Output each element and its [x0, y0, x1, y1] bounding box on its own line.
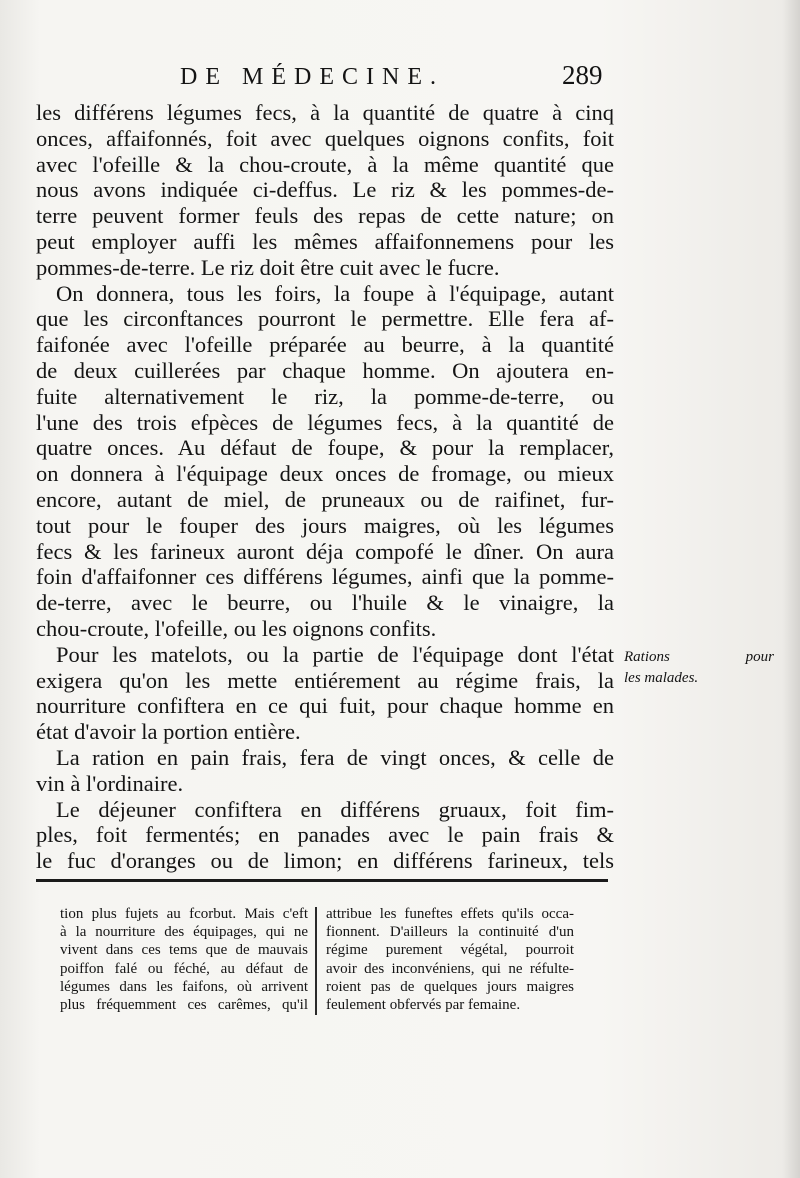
footnote-left-column [60, 905, 308, 1014]
text-line: onces, affaifonnés, foit avec quelques oignons confits, foit [36, 125, 614, 151]
text-line: Le déjeuner confiftera en différens gruaux, foit fim- [56, 796, 614, 822]
text-line: faifonée avec l'ofeille préparée au beurre, à la quantité [36, 332, 614, 358]
footnote-line: feulement obfervés par femaine. [326, 997, 521, 1014]
text-line: état d'avoir la portion entière. [36, 719, 301, 745]
page-number: 289 [562, 60, 603, 90]
text-line: de-terre, avec le beurre, ou l'huile & le vinaigre, la [36, 590, 614, 616]
text-line: terre peuvent former feuls des repas de cette nature; on [36, 203, 614, 229]
text-line: fuite alternativement le riz, la pomme-de-terre, ou [36, 383, 614, 409]
text-line: peut employer auffi les mêmes affaifonnemens pour les [36, 228, 614, 254]
footnote-rule [36, 879, 608, 882]
footnote-line: avoir des inconvéniens, qui ne réfulte- [326, 960, 574, 977]
running-title: DE MÉDECINE. [180, 64, 444, 90]
text-line: de deux cuillerées par chaque homme. On ajoutera en- [36, 357, 614, 383]
footnote-line: poiffon falé ou féché, au défaut de [60, 960, 308, 977]
text-line: nourriture confiftera en ce qui fuit, pour chaque homme en [36, 693, 614, 719]
text-line: foin d'affaifonner ces différens légumes, ainfi que la pomme- [36, 564, 614, 590]
main-text-block [36, 100, 614, 874]
footnote-line: à la nourriture des équipages, qui ne [60, 924, 308, 941]
text-line: ples, foit fermentés; en panades avec le pain frais & [36, 822, 614, 848]
text-line: La ration en pain frais, fera de vingt onces, & celle de [56, 744, 614, 770]
text-line: pommes-de-terre. Le riz doit être cuit avec le fucre. [36, 254, 500, 280]
footnote-line: tion plus fujets au fcorbut. Mais c'eft [60, 906, 308, 922]
margin-note-line: Rations pour [624, 649, 774, 665]
margin-note [624, 647, 774, 689]
footnote-column-divider [315, 907, 317, 1015]
footnote-line: vivent dans ces tems que de mauvais [60, 942, 308, 959]
text-line: on donnera à l'équipage deux onces de fromage, ou mieux [36, 461, 614, 487]
footnote-line: légumes dans les faifons, où arrivent [60, 978, 308, 995]
footnote-line: plus fréquemment ces carêmes, qu'il [60, 997, 308, 1014]
text-line: nous avons indiquée ci-deffus. Le riz & les pommes-de- [36, 177, 614, 203]
footnote-line: roient pas de quelques jours maigres [326, 978, 574, 995]
text-line: exigera qu'on les mette entiérement au régime frais, la [36, 667, 614, 693]
page-edge-shadow [782, 0, 800, 1178]
text-line: On donnera, tous les foirs, la foupe à l'équipage, autant [56, 280, 614, 306]
text-line: que les circonftances pourront le permettre. Elle fera af- [36, 306, 614, 332]
text-line: quatre onces. Au défaut de foupe, & pour la remplacer, [36, 435, 614, 461]
footnote-line: régime purement végétal, pourroit [326, 942, 574, 959]
text-line: l'une des trois efpèces de légumes fecs, à la quantité de [36, 409, 614, 435]
text-line: vin à l'ordinaire. [36, 770, 184, 796]
text-line: chou-croute, l'ofeille, ou les oignons confits. [36, 615, 437, 641]
text-line: tout pour le fouper des jours maigres, où les légumes [36, 512, 614, 538]
text-line: avec l'ofeille & la chou-croute, à la même quantité que [36, 151, 614, 177]
margin-note-line: les malades. [624, 670, 699, 686]
text-line: les différens légumes fecs, à la quantité de quatre à cinq [36, 100, 614, 125]
footnote-line: fionnent. D'ailleurs la continuité d'un [326, 924, 574, 941]
text-line: encore, autant de miel, de pruneaux ou de raifinet, fur- [36, 486, 614, 512]
text-line: Pour les matelots, ou la partie de l'équipage dont l'état [56, 641, 614, 667]
footnote-line: attribue les funeftes effets qu'ils occa- [326, 906, 574, 922]
text-line: fecs & les farineux auront déja compofé le dîner. On aura [36, 538, 614, 564]
text-line: le fuc d'oranges ou de limon; en différens farineux, tels [36, 848, 614, 874]
footnote-right-column [326, 905, 574, 1014]
